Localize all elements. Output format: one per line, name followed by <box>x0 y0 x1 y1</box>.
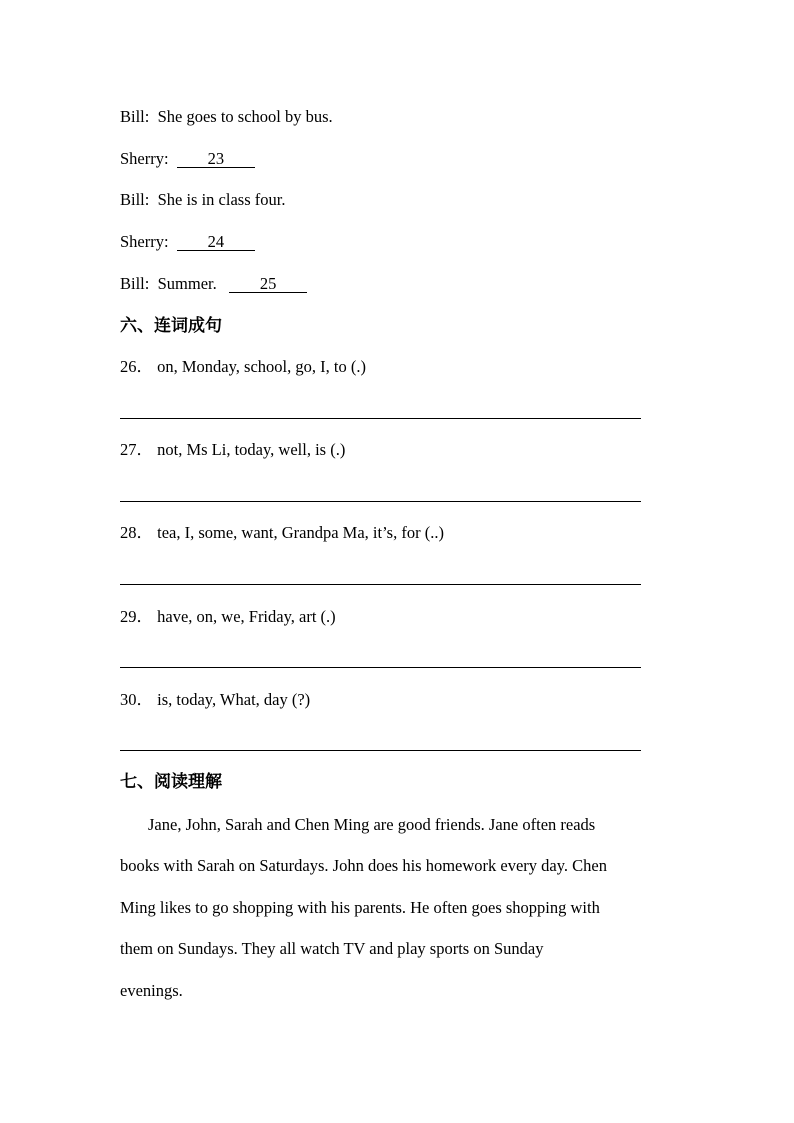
answer-blank-23[interactable]: 23 <box>177 150 255 168</box>
answer-line-26[interactable] <box>120 418 641 419</box>
question-words: on, Monday, school, go, I, to (.) <box>157 357 366 376</box>
answer-blank-24[interactable]: 24 <box>177 233 255 251</box>
dialogue-line <box>120 107 333 127</box>
question-words: not, Ms Li, today, well, is (.) <box>157 440 346 459</box>
question-27 <box>120 440 345 460</box>
dialogue-line <box>120 149 255 169</box>
dialogue-line <box>120 232 255 252</box>
answer-line-28[interactable] <box>120 584 641 585</box>
question-number: 29． <box>120 607 153 626</box>
section-7-title: 七、阅读理解 <box>120 772 222 792</box>
question-words: is, today, What, day (?) <box>157 690 311 709</box>
speaker: Bill: <box>120 107 150 126</box>
reading-line: Ming likes to go shopping with his parents. He often goes shopping with <box>120 898 600 917</box>
question-number: 27． <box>120 440 153 459</box>
dialogue-text: Summer. <box>157 274 217 293</box>
question-number: 26． <box>120 357 153 376</box>
reading-line: Jane, John, Sarah and Chen Ming are good friends. Jane often reads <box>148 815 596 834</box>
speaker: Bill: <box>120 190 150 209</box>
answer-line-29[interactable] <box>120 667 641 668</box>
reading-line: evenings. <box>120 981 183 1000</box>
speaker: Sherry: <box>120 149 169 168</box>
question-words: have, on, we, Friday, art (.) <box>157 607 336 626</box>
answer-line-30[interactable] <box>120 750 641 751</box>
reading-line: them on Sundays. They all watch TV and play sports on Sunday <box>120 939 544 958</box>
dialogue-line <box>120 274 307 294</box>
dialogue-line <box>120 190 285 210</box>
dialogue-text: She is in class four. <box>157 190 286 209</box>
speaker: Bill: <box>120 274 150 293</box>
question-30 <box>120 690 310 710</box>
question-number: 28． <box>120 523 153 542</box>
question-28 <box>120 523 444 543</box>
dialogue-text: She goes to school by bus. <box>157 107 333 126</box>
answer-blank-25[interactable]: 25 <box>229 275 307 293</box>
reading-line: books with Sarah on Saturdays. John does his homework every day. Chen <box>120 856 607 875</box>
answer-line-27[interactable] <box>120 501 641 502</box>
section-6-title: 六、连词成句 <box>120 316 222 336</box>
question-words: tea, I, some, want, Grandpa Ma, it’s, for (..) <box>157 523 444 542</box>
speaker: Sherry: <box>120 232 169 251</box>
question-29 <box>120 607 336 627</box>
question-26 <box>120 357 366 377</box>
question-number: 30． <box>120 690 153 709</box>
